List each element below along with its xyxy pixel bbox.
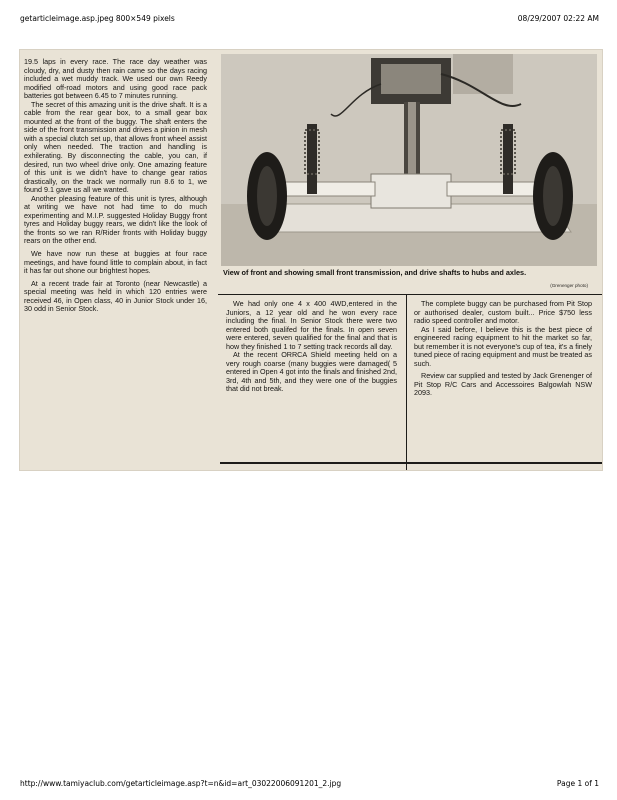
article-column-2 <box>226 300 397 394</box>
header-datetime: 08/29/2007 02:22 AM <box>517 14 599 23</box>
paragraph: At a recent trade fair at Toronto (near Newcastle) a special meeting was held in which 120 entries were received 46, in Open class, 40 in Junior Stock under 16, 30 odd in Senior Stock. <box>24 278 207 314</box>
paragraph: We had only one 4 x 400 4WD,entered in the Juniors, a 12 year old and he won every race including the final. In Senior Stock there were two entered both qualifed for the finals. In open seven were entered, seven qualified for the final and that is how they finished 1 to 7 setting track records all day. <box>226 299 397 351</box>
footer-url: http://www.tamiyaclub.com/getarticleimage.asp?t=n&id=art_03022006091201_2.jpg <box>20 779 342 788</box>
footer-page-number: Page 1 of 1 <box>556 779 599 788</box>
paragraph: As I said before, I believe this is the best piece of engineered racing equipment to hit the market so far, but remember it is not everyone's cup of tea, it's a finely tuned piece of racing equipment and must be treated as such. <box>414 324 592 368</box>
paragraph: The secret of this amazing unit is the drive shaft. It is a cable from the rear gear box, to a small gear box mounted at the front of the buggy. The shaft enters the side of the front transmission and drives a pinion in mesh with a special clutch set up, that allows front wheel assist only when needed. The traction and handling is exhilerating. By disconnecting the cable, you can, if desired, run two wheel drive only. One amazing feature of this unit is we didn't have to change gear ratios drastically, on the track we normally run 8.6 to 1, we found 9.1 gave us all we wanted. <box>24 99 207 195</box>
photo-caption: View of front and showing small front transmission, and drive shafts to hubs and axles. <box>223 268 527 277</box>
paragraph: We have now run these at buggies at four race meetings, and have found little to complain about, in fact it has far out shone our brightest hopes. <box>24 249 207 276</box>
paragraph: Review car supplied and tested by Jack Grenenger of Pit Stop R/C Cars and Accessoires Balgowlah NSW 2093. <box>414 371 592 398</box>
caption-divider <box>218 294 602 295</box>
paragraph: Another pleasing feature of this unit is tyres, although at writing we have not had time to do much experimenting and M.I.P. suggested Holiday Buggy front tyres and Holiday buggy rears, we didn't like the look of the fronts so we ran R/Rider fronts with Holiday buggy rears on the other end. <box>24 193 207 246</box>
photo-credit: (Grenenger photo) <box>550 283 588 288</box>
bottom-rule <box>220 462 602 464</box>
buggy-chassis-illustration <box>221 54 597 266</box>
paragraph: 19.5 laps in every race. The race day weather was cloudy, dry, and dusty then rain came so the days racing included a wet muddy track. We used our own Reedy modified off-road motors and using good race pack batteries got between 6.45 to 7 minutes running. <box>24 57 207 101</box>
paragraph: The complete buggy can be purchased from Pit Stop or authorised dealer, custom built... Price $750 less radio speed controller and motor. <box>414 299 592 326</box>
column-divider <box>406 294 407 470</box>
browser-print-footer <box>20 779 599 788</box>
paragraph: At the recent ORRCA Shield meeting held on a very rough coarse (many buggies were damaged( 5 entered in Open 4 got into the finals and finished 2nd, 3rd, 4th and 5th, and they were one of the buggies that did not break. <box>226 350 397 394</box>
buggy-front-photo <box>221 54 597 266</box>
browser-print-header <box>20 14 599 23</box>
article-column-1 <box>24 58 207 314</box>
scanned-article-clipping <box>19 49 603 471</box>
article-column-3 <box>414 300 592 398</box>
header-title: getarticleimage.asp.jpeg 800×549 pixels <box>20 14 175 23</box>
